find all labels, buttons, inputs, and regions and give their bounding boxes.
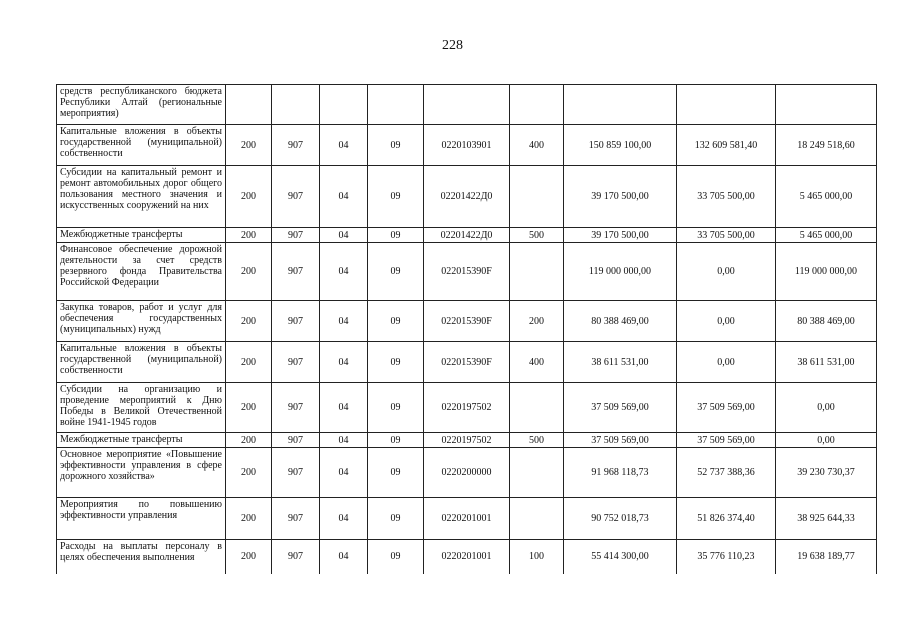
amount-regional-cell: 39 230 730,37	[776, 448, 877, 498]
budget-item-name: Межбюджетные трансферты	[57, 433, 226, 448]
expense-type-cell: 200	[510, 301, 564, 342]
amount-regional-cell: 38 925 644,33	[776, 498, 877, 540]
table-row	[57, 85, 877, 125]
expense-type-cell: 500	[510, 228, 564, 243]
amount-regional-cell: 0,00	[776, 433, 877, 448]
code-cell: 907	[272, 342, 320, 383]
code-cell	[226, 85, 272, 125]
table-row	[57, 243, 877, 301]
table-row	[57, 301, 877, 342]
amount-regional-cell	[776, 85, 877, 125]
code-cell: 200	[226, 433, 272, 448]
amount-total-cell: 80 388 469,00	[564, 301, 677, 342]
section-cell: 04	[320, 498, 368, 540]
amount-total-cell: 37 509 569,00	[564, 433, 677, 448]
subsection-cell: 09	[368, 301, 424, 342]
expense-type-cell	[510, 243, 564, 301]
amount-regional-cell: 19 638 189,77	[776, 540, 877, 574]
section-cell: 04	[320, 228, 368, 243]
amount-regional-cell: 38 611 531,00	[776, 342, 877, 383]
table-row	[57, 540, 877, 574]
table-row	[57, 498, 877, 540]
amount-federal-cell: 37 509 569,00	[677, 383, 776, 433]
amount-federal-cell: 33 705 500,00	[677, 228, 776, 243]
amount-regional-cell: 119 000 000,00	[776, 243, 877, 301]
section-cell: 04	[320, 448, 368, 498]
code-cell: 200	[226, 301, 272, 342]
amount-federal-cell: 35 776 110,23	[677, 540, 776, 574]
subsection-cell: 09	[368, 125, 424, 166]
budget-item-name: Закупка товаров, работ и услуг для обеспечения государственных (муниципальных) нужд	[57, 301, 226, 342]
table-row	[57, 125, 877, 166]
amount-total-cell: 150 859 100,00	[564, 125, 677, 166]
expense-type-cell	[510, 448, 564, 498]
code-cell: 907	[272, 243, 320, 301]
amount-total-cell: 39 170 500,00	[564, 228, 677, 243]
subsection-cell: 09	[368, 448, 424, 498]
target-article-cell: 0220200000	[424, 448, 510, 498]
amount-total-cell: 90 752 018,73	[564, 498, 677, 540]
expense-type-cell	[510, 85, 564, 125]
budget-item-name: Капитальные вложения в объекты государственной (муниципальной) собственности	[57, 342, 226, 383]
section-cell: 04	[320, 342, 368, 383]
amount-total-cell: 119 000 000,00	[564, 243, 677, 301]
amount-federal-cell: 37 509 569,00	[677, 433, 776, 448]
amount-regional-cell: 5 465 000,00	[776, 228, 877, 243]
budget-item-name: Межбюджетные трансферты	[57, 228, 226, 243]
code-cell: 907	[272, 498, 320, 540]
subsection-cell: 09	[368, 433, 424, 448]
code-cell: 200	[226, 540, 272, 574]
section-cell: 04	[320, 540, 368, 574]
amount-regional-cell: 18 249 518,60	[776, 125, 877, 166]
code-cell: 907	[272, 383, 320, 433]
section-cell: 04	[320, 301, 368, 342]
budget-table	[56, 84, 877, 574]
budget-item-name: Расходы на выплаты персоналу в целях обеспечения выполнения	[57, 540, 226, 574]
amount-total-cell	[564, 85, 677, 125]
expense-type-cell	[510, 498, 564, 540]
target-article-cell: 0220197502	[424, 433, 510, 448]
code-cell: 907	[272, 166, 320, 228]
target-article-cell: 0220201001	[424, 498, 510, 540]
code-cell: 907	[272, 301, 320, 342]
code-cell: 907	[272, 228, 320, 243]
subsection-cell: 09	[368, 342, 424, 383]
amount-total-cell: 37 509 569,00	[564, 383, 677, 433]
amount-federal-cell: 51 826 374,40	[677, 498, 776, 540]
code-cell: 200	[226, 342, 272, 383]
target-article-cell: 02201422Д0	[424, 166, 510, 228]
subsection-cell	[368, 85, 424, 125]
budget-item-name: Субсидии на организацию и проведение мероприятий к Дню Победы в Великой Отечественной войне 1941-1945 годов	[57, 383, 226, 433]
section-cell: 04	[320, 125, 368, 166]
code-cell	[272, 85, 320, 125]
code-cell: 907	[272, 433, 320, 448]
target-article-cell: 0220103901	[424, 125, 510, 166]
expense-type-cell: 500	[510, 433, 564, 448]
subsection-cell: 09	[368, 540, 424, 574]
budget-item-name: Финансовое обеспечение дорожной деятельности за счет средств резервного фонда Правительства Российской Федерации	[57, 243, 226, 301]
subsection-cell: 09	[368, 166, 424, 228]
code-cell: 200	[226, 166, 272, 228]
amount-regional-cell: 80 388 469,00	[776, 301, 877, 342]
table-row	[57, 383, 877, 433]
expense-type-cell: 400	[510, 125, 564, 166]
target-article-cell: 022015390F	[424, 301, 510, 342]
table-row	[57, 228, 877, 243]
budget-item-name: средств республиканского бюджета Республики Алтай (региональные мероприятия)	[57, 85, 226, 125]
amount-federal-cell: 0,00	[677, 342, 776, 383]
table-row	[57, 448, 877, 498]
amount-total-cell: 39 170 500,00	[564, 166, 677, 228]
budget-item-name: Мероприятия по повышению эффективности управления	[57, 498, 226, 540]
budget-table-body	[57, 85, 877, 574]
code-cell: 200	[226, 228, 272, 243]
expense-type-cell: 400	[510, 342, 564, 383]
amount-total-cell: 55 414 300,00	[564, 540, 677, 574]
budget-item-name: Субсидии на капитальный ремонт и ремонт автомобильных дорог общего пользования местного значения и искусственных сооружений на них	[57, 166, 226, 228]
code-cell: 200	[226, 125, 272, 166]
amount-total-cell: 38 611 531,00	[564, 342, 677, 383]
section-cell	[320, 85, 368, 125]
code-cell: 907	[272, 448, 320, 498]
expense-type-cell	[510, 383, 564, 433]
target-article-cell: 0220201001	[424, 540, 510, 574]
code-cell: 907	[272, 125, 320, 166]
section-cell: 04	[320, 243, 368, 301]
section-cell: 04	[320, 166, 368, 228]
amount-regional-cell: 0,00	[776, 383, 877, 433]
table-row	[57, 342, 877, 383]
amount-federal-cell: 0,00	[677, 243, 776, 301]
amount-total-cell: 91 968 118,73	[564, 448, 677, 498]
subsection-cell: 09	[368, 228, 424, 243]
table-row	[57, 433, 877, 448]
subsection-cell: 09	[368, 243, 424, 301]
budget-item-name: Капитальные вложения в объекты государственной (муниципальной) собственности	[57, 125, 226, 166]
expense-type-cell: 100	[510, 540, 564, 574]
expense-type-cell	[510, 166, 564, 228]
table-row	[57, 166, 877, 228]
amount-federal-cell: 52 737 388,36	[677, 448, 776, 498]
amount-federal-cell	[677, 85, 776, 125]
budget-item-name: Основное мероприятие «Повышение эффективности управления в сфере дорожного хозяйства»	[57, 448, 226, 498]
target-article-cell	[424, 85, 510, 125]
target-article-cell: 02201422Д0	[424, 228, 510, 243]
code-cell: 200	[226, 448, 272, 498]
amount-federal-cell: 33 705 500,00	[677, 166, 776, 228]
subsection-cell: 09	[368, 383, 424, 433]
code-cell: 200	[226, 243, 272, 301]
section-cell: 04	[320, 383, 368, 433]
target-article-cell: 0220197502	[424, 383, 510, 433]
amount-federal-cell: 132 609 581,40	[677, 125, 776, 166]
amount-federal-cell: 0,00	[677, 301, 776, 342]
subsection-cell: 09	[368, 498, 424, 540]
target-article-cell: 022015390F	[424, 243, 510, 301]
code-cell: 200	[226, 498, 272, 540]
page-number: 228	[442, 38, 463, 53]
target-article-cell: 022015390F	[424, 342, 510, 383]
code-cell: 907	[272, 540, 320, 574]
code-cell: 200	[226, 383, 272, 433]
section-cell: 04	[320, 433, 368, 448]
amount-regional-cell: 5 465 000,00	[776, 166, 877, 228]
